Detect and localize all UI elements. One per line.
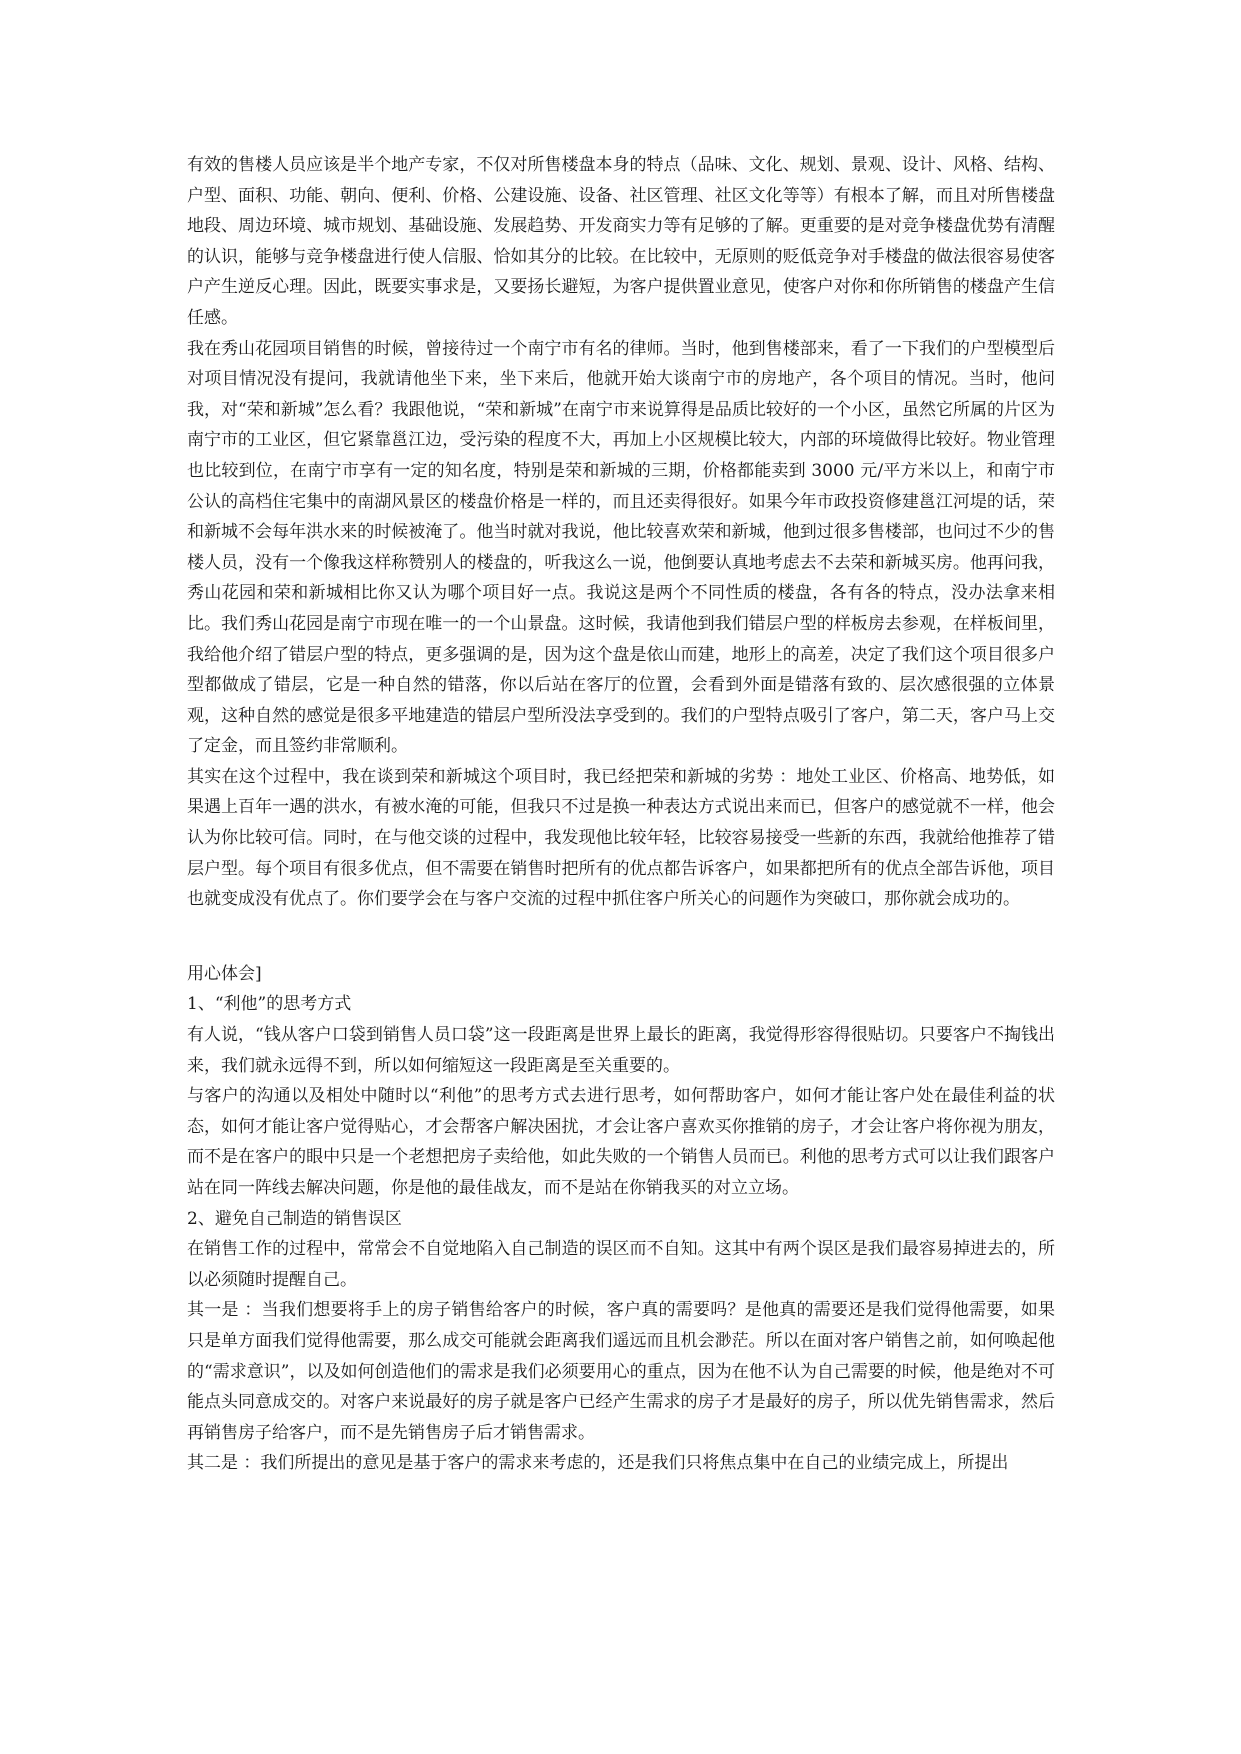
paragraph-distance: 有人说，“钱从客户口袋到销售人员口袋”这一段距离是世界上最长的距离，我觉得形容得很贴切。只要客户不掏钱出来，我们就永远得不到，所以如何缩短这一段距离是至关重要的。 xyxy=(187,1025,1055,1076)
section-spacer xyxy=(187,915,1055,959)
paragraph-altruism: 与客户的沟通以及相处中随时以“利他”的思考方式去进行思考，如何帮助客户，如何才能让客户处在最佳利益的状态，如何才能让客户觉得贴心，才会帮客户解决困扰，才会让客户喜欢买你推销的房子，才会让客户将你视为朋友，而不是在客户的眼中只是一个老想把房子卖给他，如此失败的一个销售人员而已。利他的思考方式可以让我们跟客户站在同一阵线去解决问题，你是他的最佳战友，而不是站在你销我买的对立立场。 xyxy=(187,1086,1055,1198)
subheading-sales-pitfalls: 2、避免自己制造的销售误区 xyxy=(187,1208,402,1229)
paragraph-story: 我在秀山花园项目销售的时候，曾接待过一个南宁市有名的律师。当时，他到售楼部来，看了一下我们的户型模型后对项目情况没有提问，我就请他坐下来，坐下来后，他就开始大谈南宁市的房地产，各个项目的情况。当时，他问我，对“荣和新城”怎么看？我跟他说，“荣和新城”在南宁市来说算得是品质比较好的一个小区，虽然它所属的片区为南宁市的工业区，但它紧靠邕江边，受污染的程度不大，再加上小区规模比较大，内部的环境做得比较好。物业管理也比较到位，在南宁市享有一定的知名度，特别是荣和新城的三期，价格都能卖到 3000 元/平方米以上，和南宁市公认的高档住宅集中的南湖风景区的楼盘价格是一样的，而且还卖得很好。如果今年市政投资修建邕江河堤的话，荣和新城不会每年洪水来的时候被淹了。他当时就对我说，他比较喜欢荣和新城，他到过很多售楼部，也问过不少的售楼人员，没有一个像我这样称赞别人的楼盘的，听我这么一说，他倒要认真地考虑去不去荣和新城买房。他再问我，秀山花园和荣和新城相比你又认为哪个项目好一点。我说这是两个不同性质的楼盘，各有各的特点，没办法拿来相比。我们秀山花园是南宁市现在唯一的一个山景盘。这时候，我请他到我们错层户型的样板房去参观，在样板间里，我给他介绍了错层户型的特点，更多强调的是，因为这个盘是依山而建，地形上的高差，决定了我们这个项目很多户型都做成了错层，它是一种自然的错落，你以后站在客厅的位置，会看到外面是错落有致的、层次感很强的立体景观，这种自然的感觉是很多平地建造的错层户型所没法享受到的。我们的户型特点吸引了客户，第二天，客户马上交了定金，而且签约非常顺利。 xyxy=(187,338,1055,757)
paragraph-pitfall-two: 其二是 ：我们所提出的意见是基于客户的需求来考虑的，还是我们只将焦点集中在自己的业绩完成上，所提出 xyxy=(187,1453,1009,1474)
paragraph-reflection: 其实在这个过程中，我在谈到荣和新城这个项目时，我已经把荣和新城的劣势 ：地处工业区、价格高、地势低，如果遇上百年一遇的洪水，有被水淹的可能，但我只不过是换一种表达方式说出来而已，但客户的感觉就不一样，他会认为你比较可信。同时，在与他交谈的过程中，我发现他比较年轻，比较容易接受一些新的东西，我就给他推荐了错层户型。每个项目有很多优点，但不需要在销售时把所有的优点都告诉客户，如果都把所有的优点全部告诉他，项目也就变成没有优点了。你们要学会在与客户交流的过程中抓住客户所关心的问题作为突破口，那你就会成功的。 xyxy=(187,766,1055,910)
paragraph-intro: 有效的售楼人员应该是半个地产专家，不仅对所售楼盘本身的特点（品味、文化、规划、景观、设计、风格、结构、户型、面积、功能、朝向、便利、价格、公建设施、设备、社区管理、社区文化等等）有根本了解，而且对所售楼盘地段、周边环境、城市规划、基础设施、发展趋势、开发商实力等有足够的了解。更重要的是对竞争楼盘优势有清醒的认识，能够与竞争楼盘进行使人信服、恰如其分的比较。在比较中，无原则的贬低竞争对手楼盘的做法很容易使客户产生逆反心理。因此，既要实事求是，又要扬长避短，为客户提供置业意见，使客户对你和你所销售的楼盘产生信任感。 xyxy=(187,155,1055,328)
section-heading: 用心体会] xyxy=(187,963,262,984)
paragraph-pitfall-one: 其一是 ：当我们想要将手上的房子销售给客户的时候，客户真的需要吗？是他真的需要还是我们觉得他需要，如果只是单方面我们觉得他需要，那么成交可能就会距离我们遥远而且机会渺茫。所以在面对客户销售之前，如何唤起他的“需求意识”，以及如何创造他们的需求是我们必须要用心的重点，因为在他不认为自己需要的时候，他是绝对不可能点头同意成交的。对客户来说最好的房子就是客户已经产生需求的房子才是最好的房子，所以优先销售需求，然后再销售房子给客户，而不是先销售房子后才销售需求。 xyxy=(187,1300,1055,1443)
paragraph-pitfalls-intro: 在销售工作的过程中，常常会不自觉地陷入自己制造的误区而不自知。这其中有两个误区是我们最容易掉进去的，所以必须随时提醒自己。 xyxy=(187,1239,1055,1290)
subheading-altruistic-thinking: 1、“利他”的思考方式 xyxy=(187,994,352,1015)
document-page xyxy=(187,150,1055,1479)
